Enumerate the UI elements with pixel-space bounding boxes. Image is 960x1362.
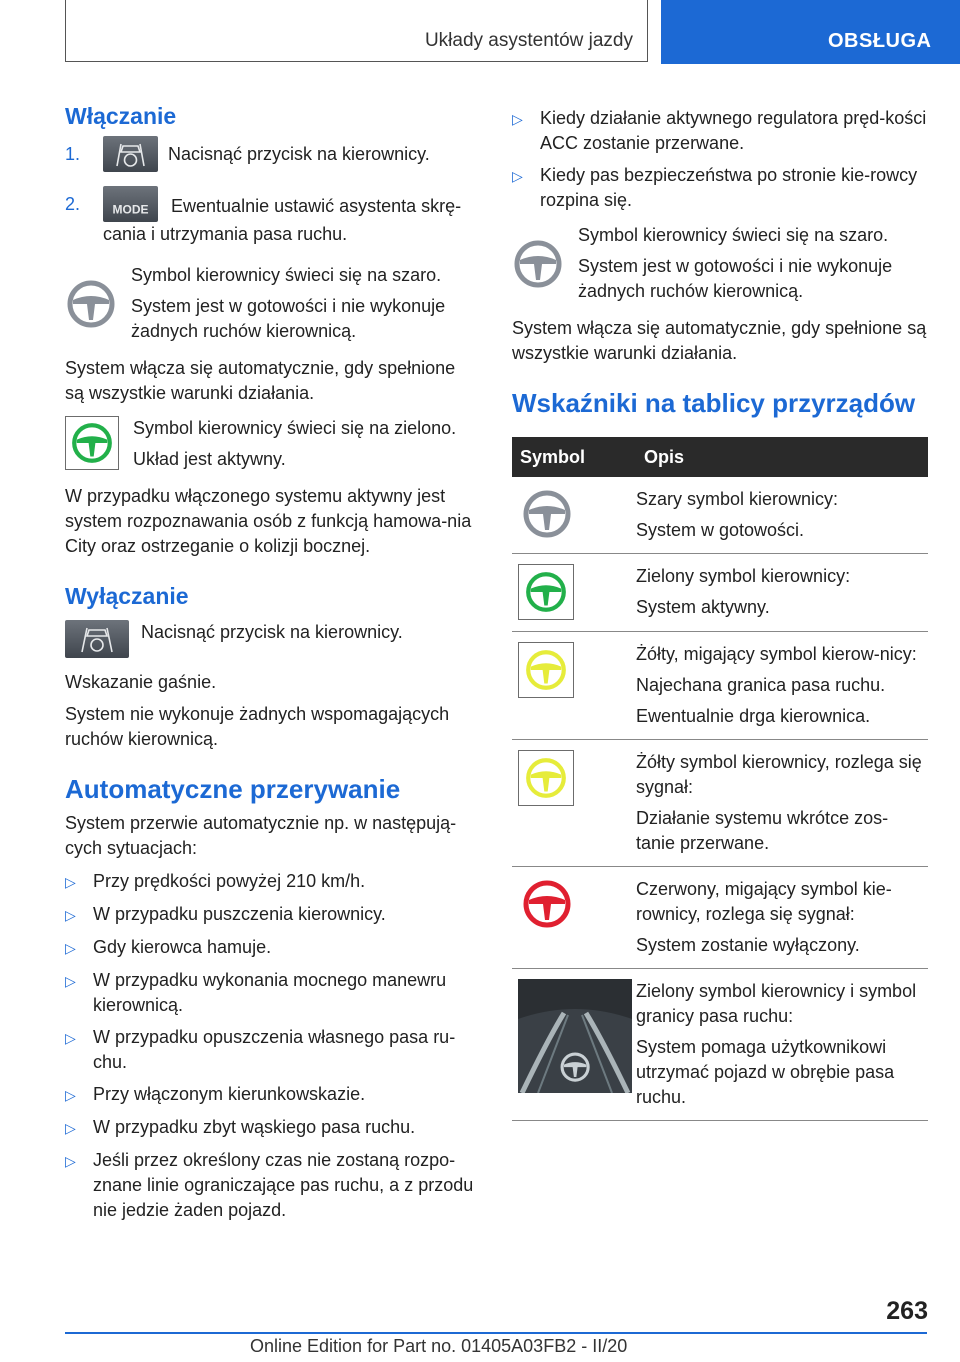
- list-item: [65, 968, 477, 1018]
- steering-wheel-red-icon: [520, 877, 574, 931]
- bullet-icon: ▷: [65, 1120, 76, 1136]
- symbol-cell: [512, 867, 636, 969]
- step-text: Nacisnąć przycisk na kierownicy.: [168, 144, 430, 164]
- desc-text: Ewentualnie drga kierownica.: [636, 706, 871, 726]
- assist-button-icon: [103, 136, 158, 172]
- list-item-text: W przypadku opuszczenia własnego pasa ru-chu.: [93, 1027, 456, 1072]
- list-item-text: Gdy kierowca hamuje.: [93, 937, 272, 957]
- col-symbol: Symbol: [512, 437, 636, 477]
- bullet-icon: ▷: [65, 1153, 76, 1169]
- desc-cell: [636, 632, 928, 740]
- list-item-text: Kiedy działanie aktywnego regulatora pręd-kości ACC zostanie przerwane.: [540, 108, 927, 153]
- list-item: [65, 869, 477, 895]
- symbol-cell: [512, 477, 636, 554]
- desc-text: Żółty symbol kierownicy, rozlega się sygnał:: [636, 752, 922, 797]
- off-step: [65, 620, 477, 658]
- section-tab: [65, 0, 648, 62]
- indicator-table: [512, 437, 928, 1121]
- desc-cell: [636, 554, 928, 632]
- list-item-text: Przy prędkości powyżej 210 km/h.: [93, 871, 366, 891]
- steering-wheel-green-icon: [518, 564, 574, 620]
- chapter-title: OBSŁUGA: [828, 30, 932, 52]
- off-text: System nie wykonuje żadnych wspomagających ruchów kierownicą.: [65, 704, 450, 749]
- list-item: [65, 1148, 477, 1223]
- bullet-icon: ▷: [512, 168, 523, 184]
- list-item-text: W przypadku zbyt wąskiego pasa ruchu.: [93, 1117, 416, 1137]
- auto-on-text: System włącza się automatycznie, gdy spełnione są wszystkie warunki działania.: [512, 318, 927, 363]
- step-1: [65, 142, 477, 172]
- note-text: Symbol kierownicy świeci się na zielono.: [133, 418, 457, 438]
- off-text: Nacisnąć przycisk na kierownicy.: [141, 622, 403, 642]
- heading-on: Włączanie: [65, 103, 177, 129]
- note-text: System jest w gotowości i nie wykonuje żadnych ruchów kierownicą.: [131, 296, 446, 341]
- desc-text: Szary symbol kierownicy:: [636, 489, 839, 509]
- bullet-icon: ▷: [65, 940, 76, 956]
- table-row: [512, 632, 928, 740]
- grey-symbol-note: [512, 223, 928, 304]
- interrupt-list: [65, 869, 477, 1223]
- mode-button-label: MODE: [112, 202, 149, 217]
- list-item: [65, 1025, 477, 1075]
- list-item: [512, 163, 928, 213]
- bullet-icon: ▷: [65, 1087, 76, 1103]
- heading-auto-interrupt: Automatyczne przerywanie: [65, 774, 401, 804]
- chapter-tab: [661, 0, 960, 64]
- list-item-text: W przypadku puszczenia kierownicy.: [93, 904, 386, 924]
- desc-text: System aktywny.: [636, 597, 770, 617]
- section-title: Układy asystentów jazdy: [424, 30, 633, 51]
- heading-off: Wyłączanie: [65, 583, 189, 609]
- table-row: [512, 969, 928, 1121]
- heading-indicators: Wskaźniki na tablicy przyrządów: [512, 388, 916, 418]
- note-text: System jest w gotowości i nie wykonuje żadnych ruchów kierownicą.: [578, 256, 893, 301]
- table-header-row: [512, 437, 928, 477]
- bullet-icon: ▷: [65, 874, 76, 890]
- desc-text: Najechana granica pasa ruchu.: [636, 675, 886, 695]
- right-column: [512, 106, 928, 1121]
- desc-text: Czerwony, migający symbol kie-rownicy, rozlega się sygnał:: [636, 879, 892, 924]
- list-item: [65, 1115, 477, 1141]
- list-item: [65, 935, 477, 961]
- note-text: Symbol kierownicy świeci się na szaro.: [131, 265, 442, 285]
- off-text: Wskazanie gaśnie.: [65, 672, 217, 692]
- auto-on-text: System włącza się automatycznie, gdy spełnione są wszystkie warunki działania.: [65, 358, 456, 403]
- assist-button-icon: [65, 620, 129, 658]
- col-desc: Opis: [636, 437, 928, 477]
- desc-text: Działanie systemu wkrótce zos-tanie przerwane.: [636, 808, 889, 853]
- symbol-cell: [512, 632, 636, 740]
- desc-text: System pomaga użytkownikowi utrzymać pojazd w obrębie pasa ruchu.: [636, 1037, 895, 1107]
- desc-cell: [636, 740, 928, 867]
- desc-cell: [636, 867, 928, 969]
- bullet-icon: ▷: [512, 111, 523, 127]
- desc-text: Zielony symbol kierownicy:: [636, 566, 851, 586]
- interrupt-list-cont: [512, 106, 928, 213]
- step-number: 1.: [65, 144, 81, 164]
- desc-text: System zostanie wyłączony.: [636, 935, 860, 955]
- note-text: Układ jest aktywny.: [133, 449, 286, 469]
- steering-wheel-grey-icon: [520, 487, 574, 541]
- list-item-text: Przy włączonym kierunkowskazie.: [93, 1084, 366, 1104]
- left-column: [65, 100, 477, 1223]
- list-item: [65, 902, 477, 928]
- table-row: [512, 554, 928, 632]
- list-item-text: Jeśli przez określony czas nie zostaną rozpo-znane linie ograniczające pas ruchu, a z przodu nie jedzie żaden pojazd.: [93, 1150, 474, 1220]
- list-item-text: W przypadku wykonania mocnego manewru kierownicą.: [93, 970, 447, 1015]
- list-item: [65, 1082, 477, 1108]
- symbol-cell: [512, 969, 636, 1121]
- list-item-text: Kiedy pas bezpieczeństwa po stronie kie-rowcy rozpina się.: [540, 165, 918, 210]
- footer-text: Online Edition for Part no. 01405A03FB2 - II/20: [250, 1336, 628, 1356]
- desc-text: Zielony symbol kierownicy i symbol granicy pasa ruchu:: [636, 981, 917, 1026]
- steering-wheel-green-icon: [65, 416, 119, 470]
- page-number: 263: [886, 1297, 928, 1325]
- steering-wheel-yellow-icon: [518, 750, 574, 806]
- auto-intro: System przerwie automatycznie np. w następują-cych sytuacjach:: [65, 813, 457, 858]
- desc-text: System w gotowości.: [636, 520, 805, 540]
- bullet-icon: ▷: [65, 1030, 76, 1046]
- step-2: [65, 192, 477, 247]
- bullet-icon: ▷: [65, 973, 76, 989]
- steering-wheel-yellow-icon: [518, 642, 574, 698]
- table-row: [512, 867, 928, 969]
- symbol-cell: [512, 740, 636, 867]
- steering-wheel-grey-icon: [65, 263, 117, 344]
- steering-wheel-grey-icon: [512, 223, 564, 304]
- desc-text: Żółty, migający symbol kierow-nicy:: [636, 644, 917, 664]
- step-text: Ewentualnie ustawić asystenta skrę-cania i utrzymania pasa ruchu.: [103, 195, 462, 244]
- step-number: 2.: [65, 194, 81, 214]
- page-header: [65, 0, 960, 64]
- table-row: [512, 477, 928, 554]
- active-note: W przypadku włączonego systemu aktywny jest system rozpoznawania osób z funkcją hamowa-nia City oraz ostrzeganie o kolizji bocznej.: [65, 486, 472, 556]
- note-text: Symbol kierownicy świeci się na szaro.: [578, 225, 889, 245]
- mode-button-icon: [103, 186, 158, 222]
- desc-cell: [636, 969, 928, 1121]
- list-item: [512, 106, 928, 156]
- desc-cell: [636, 477, 928, 554]
- grey-symbol-note: [65, 263, 477, 344]
- green-symbol-note: [65, 416, 477, 472]
- table-row: [512, 740, 928, 867]
- lane-display-icon: [518, 979, 632, 1093]
- symbol-cell: [512, 554, 636, 632]
- bullet-icon: ▷: [65, 907, 76, 923]
- footer-rule: [65, 1332, 927, 1334]
